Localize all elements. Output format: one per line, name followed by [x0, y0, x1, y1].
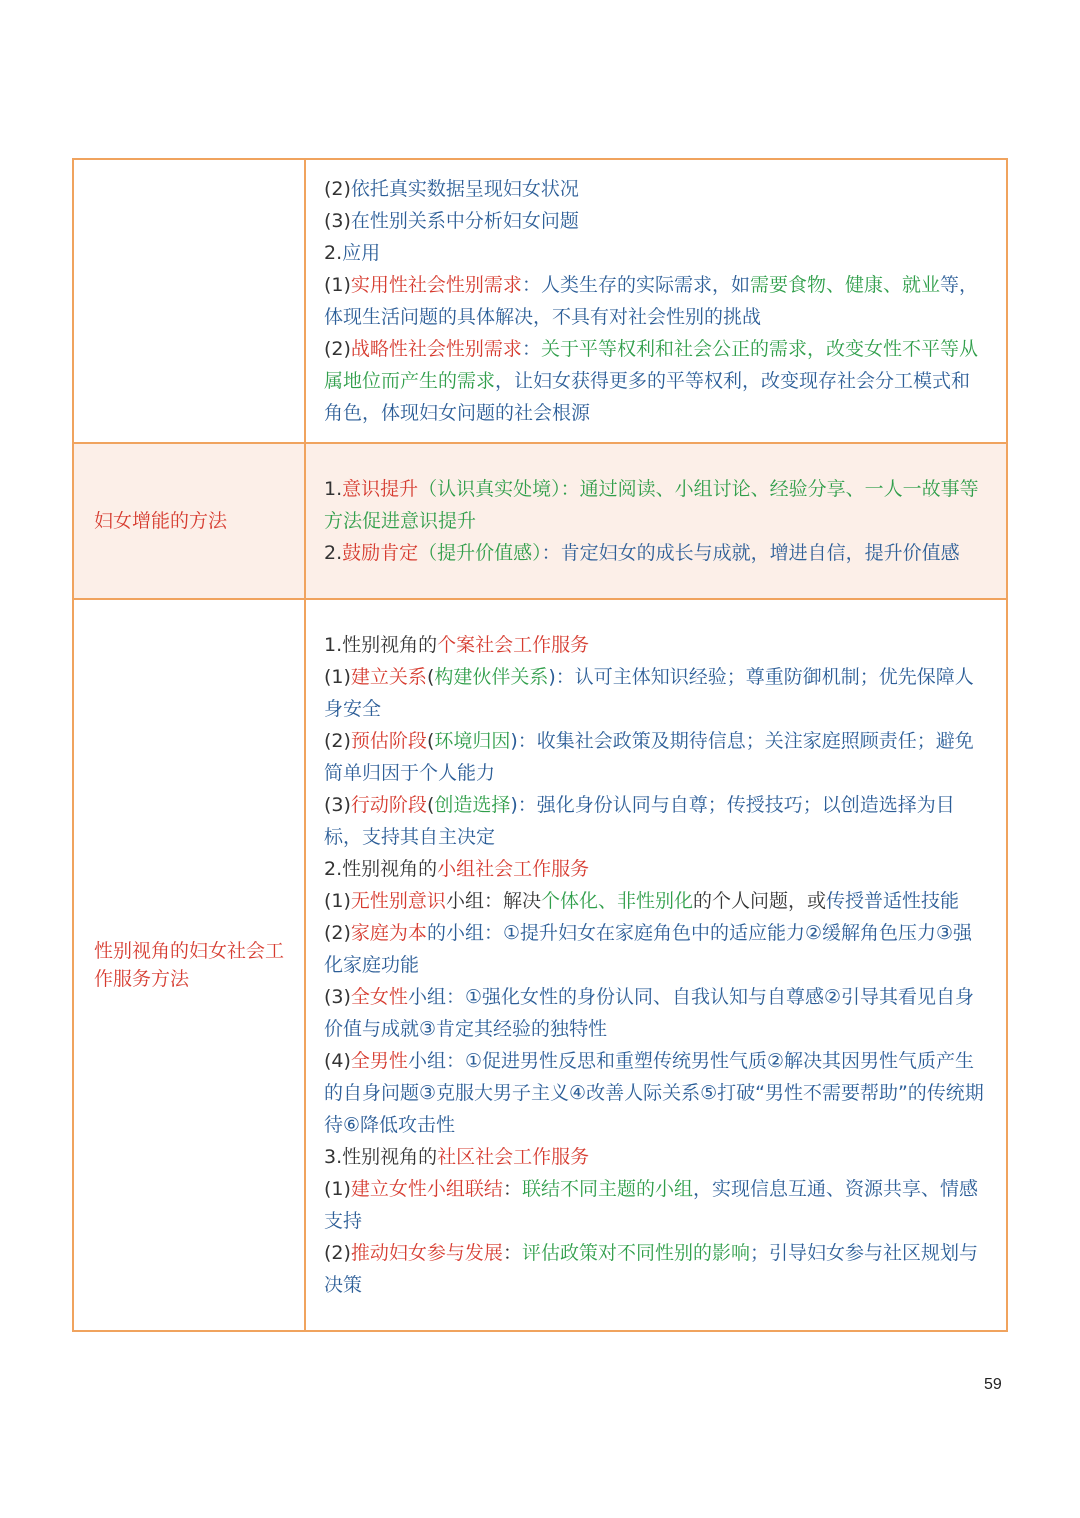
text-segment: (1) — [324, 890, 351, 912]
text-segment: 小组社会工作服务 — [437, 858, 590, 880]
text-segment: ，让妇女获得更多的平等权利，改变现存社会分工模式和角色，体现妇女问题的社会根源 — [324, 370, 971, 424]
text-segment: 全女性 — [350, 986, 408, 1008]
text-segment: 构建伙伴关系 — [434, 666, 549, 688]
text-segment: )：收集社会政策及期待信息；关注家庭照顾责任；避免简单归因于个人能力 — [324, 730, 974, 784]
text-segment: (2) — [324, 338, 351, 360]
text-segment: )：强化身份认同与自尊；传授技巧；以创造选择为目标，支持其自主决定 — [324, 794, 955, 848]
text-segment: 建立女性小组联结 — [350, 1178, 503, 1200]
content-line — [324, 473, 988, 537]
text-segment: (1) — [324, 1178, 351, 1200]
text-segment: 2. — [324, 242, 343, 264]
text-segment: 的小组：①提升妇女在家庭角色中的适应能力②缓解角色压力③强化家庭功能 — [324, 922, 973, 976]
text-segment: 无性别意识 — [350, 890, 446, 912]
text-segment: ： — [521, 338, 541, 360]
text-segment: ，实现信息互通、资源共享、情感支持 — [324, 1178, 978, 1232]
content-line — [324, 981, 988, 1045]
text-segment: 应用 — [342, 242, 381, 264]
text-segment: （认识真实处境）： — [418, 478, 580, 500]
content-line — [324, 917, 988, 981]
text-segment: 评估政策对不同性别的影响 — [521, 1242, 750, 1264]
text-segment: ；引导妇女参与社区规划与决策 — [324, 1242, 978, 1296]
content-line — [324, 237, 988, 269]
content-line — [324, 537, 988, 569]
row-label: 妇女增能的方法 — [73, 443, 305, 599]
content-line — [324, 725, 988, 789]
table-row — [73, 443, 1007, 599]
row-label — [73, 159, 305, 443]
text-segment: (3) — [324, 986, 351, 1008]
text-segment: (2) — [324, 922, 351, 944]
text-segment: ：肯定妇女的成长与成就，增进自信，提升价值感 — [541, 542, 960, 564]
row-content — [305, 599, 1007, 1331]
page-number: 59 — [984, 1376, 1002, 1393]
table-row — [73, 159, 1007, 443]
text-segment: 需要食物、健康、就业 — [749, 274, 940, 296]
text-segment: 鼓励肯定 — [342, 542, 419, 564]
text-segment: 全男性 — [350, 1050, 408, 1072]
text-segment: 预估阶段 — [350, 730, 427, 752]
text-segment: (3) — [324, 210, 351, 232]
text-segment: 1.性别视角的 — [324, 634, 438, 656]
content-line — [324, 885, 988, 917]
content-line — [324, 1173, 988, 1237]
text-segment: 个体化、非性别化 — [540, 890, 693, 912]
text-segment: (1) — [324, 274, 351, 296]
content-line — [324, 629, 988, 661]
text-segment: ： — [502, 1178, 522, 1200]
text-segment: 的个人问题，或 — [692, 890, 826, 912]
text-segment: 创造选择 — [434, 794, 511, 816]
text-segment: 联结不同主题的小组 — [521, 1178, 693, 1200]
content-line — [324, 173, 988, 205]
text-segment: 家庭为本 — [350, 922, 427, 944]
text-segment: 小组：①强化女性的身份认同、自我认知与自尊感②引导其看见自身价值与成就③肯定其经验的独特性 — [324, 986, 975, 1040]
content-table — [72, 158, 1008, 1332]
text-segment: 社区社会工作服务 — [437, 1146, 590, 1168]
text-segment: 意识提升 — [342, 478, 419, 500]
text-segment: ( — [426, 666, 435, 688]
row-label: 性别视角的妇女社会工作服务方法 — [73, 599, 305, 1331]
text-segment: (4) — [324, 1050, 351, 1072]
text-segment: 3.性别视角的 — [324, 1146, 438, 1168]
text-segment: )：认可主体知识经验；尊重防御机制；优先保障人身安全 — [324, 666, 974, 720]
content-line — [324, 661, 988, 725]
text-segment: ( — [426, 730, 435, 752]
text-segment: (2) — [324, 1242, 351, 1264]
content-line — [324, 1141, 988, 1173]
content-line — [324, 1237, 988, 1301]
text-segment: 1. — [324, 478, 343, 500]
text-segment: 战略性社会性别需求 — [350, 338, 522, 360]
text-segment: 小组：解决 — [445, 890, 541, 912]
text-segment: (1) — [324, 666, 351, 688]
text-segment: 小组：①促进男性反思和重塑传统男性气质②解决其因男性气质产生的自身问题③克服大男子主义④改善人际关系⑤打破“男性不需要帮助”的传统期待⑥降低攻击性 — [324, 1050, 984, 1136]
text-segment: (3) — [324, 794, 351, 816]
text-segment: 传授普适性技能 — [825, 890, 959, 912]
content-line — [324, 1045, 988, 1141]
text-segment: ( — [426, 794, 435, 816]
content-line — [324, 269, 988, 333]
row-content — [305, 159, 1007, 443]
table-row — [73, 599, 1007, 1331]
content-line — [324, 333, 988, 429]
text-segment: 推动妇女参与发展 — [350, 1242, 503, 1264]
text-segment: 2. — [324, 542, 343, 564]
text-segment: 2.性别视角的 — [324, 858, 438, 880]
text-segment: 在性别关系中分析妇女问题 — [350, 210, 579, 232]
text-segment: (2) — [324, 730, 351, 752]
text-segment: 通过阅读、小组讨论、经验分享、一人一故事等方法促进意识提升 — [324, 478, 979, 532]
text-segment: 实用性社会性别需求 — [350, 274, 522, 296]
content-line — [324, 205, 988, 237]
content-line — [324, 853, 988, 885]
text-segment: （提升价值感） — [418, 542, 542, 564]
row-content — [305, 443, 1007, 599]
text-segment: 建立关系 — [350, 666, 427, 688]
text-segment: 依托真实数据呈现妇女状况 — [350, 178, 579, 200]
text-segment: 关于平等权利和社会公正的需求，改变女性不平等从属地位而产生的需求 — [324, 338, 978, 392]
content-line — [324, 789, 988, 853]
text-segment: 行动阶段 — [350, 794, 427, 816]
text-segment: ：人类生存的实际需求，如 — [521, 274, 750, 296]
text-segment: 个案社会工作服务 — [437, 634, 590, 656]
text-segment: 环境归因 — [434, 730, 511, 752]
text-segment: ： — [502, 1242, 522, 1264]
text-segment: 等，体现生活问题的具体解决，不具有对社会性别的挑战 — [324, 274, 978, 328]
text-segment: (2) — [324, 178, 351, 200]
